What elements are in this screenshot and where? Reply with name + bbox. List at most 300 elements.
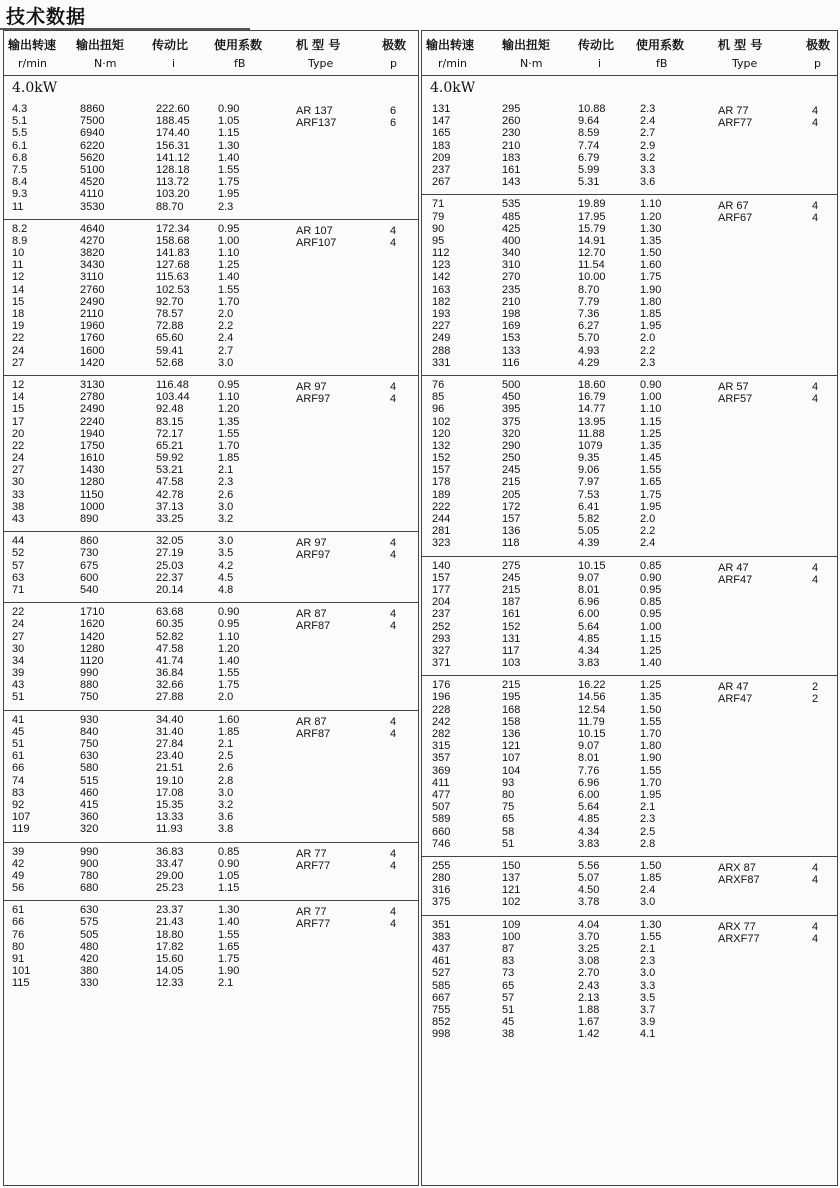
- speed-cell: 660: [432, 825, 451, 838]
- model-type: ARX 87: [718, 861, 756, 874]
- ratio-cell: 27.19: [156, 547, 184, 560]
- model-group: [4, 532, 418, 603]
- speed-cell: 163: [432, 283, 451, 296]
- speed-cell: 280: [432, 872, 451, 885]
- speed-cell: 19: [12, 320, 25, 333]
- torque-cell: 245: [502, 464, 521, 477]
- speed-cell: 293: [432, 632, 451, 645]
- ratio-cell: 222.60: [156, 103, 190, 115]
- torque-cell: 340: [502, 247, 521, 260]
- factor-cell: 0.85: [640, 596, 662, 609]
- speed-cell: 63: [12, 571, 25, 584]
- speed-cell: 147: [432, 115, 451, 128]
- torque-cell: 102: [502, 896, 521, 909]
- speed-cell: 66: [12, 916, 25, 929]
- speed-cell: 998: [432, 1028, 451, 1041]
- factor-cell: 1.40: [218, 654, 240, 667]
- ratio-cell: 172.34: [156, 222, 190, 235]
- model-group: [422, 557, 837, 677]
- model-type: AR 97: [296, 537, 327, 550]
- speed-cell: 52: [12, 547, 25, 560]
- model-type: AR 67: [718, 200, 749, 213]
- torque-cell: 169: [502, 320, 521, 333]
- ratio-cell: 4.04: [578, 918, 600, 931]
- table-row: [4, 846, 418, 858]
- factor-cell: 1.55: [640, 930, 662, 943]
- ratio-cell: 9.07: [578, 571, 600, 584]
- factor-cell: 1.95: [218, 188, 240, 201]
- ratio-cell: 17.95: [578, 210, 606, 223]
- ratio-cell: 9.07: [578, 740, 600, 753]
- table-row: [4, 115, 418, 127]
- torque-cell: 51: [502, 837, 515, 850]
- ratio-cell: 127.68: [156, 259, 190, 272]
- torque-cell: 6220: [80, 139, 105, 152]
- factor-cell: 0.85: [218, 845, 240, 858]
- right-table: [421, 30, 838, 1186]
- torque-cell: 168: [502, 703, 521, 716]
- torque-cell: 310: [502, 259, 521, 272]
- table-row: [422, 596, 837, 608]
- factor-cell: 2.7: [640, 127, 656, 140]
- speed-cell: 383: [432, 930, 451, 943]
- torque-cell: 136: [502, 525, 521, 538]
- table-row: [422, 716, 837, 728]
- speed-cell: 27: [12, 464, 25, 477]
- pole-count: 4: [390, 918, 397, 931]
- model-type: AR 47: [718, 681, 749, 694]
- factor-cell: 3.3: [640, 979, 656, 992]
- torque-cell: 215: [502, 583, 521, 596]
- torque-cell: 730: [80, 547, 99, 560]
- factor-cell: 2.0: [640, 513, 656, 525]
- factor-cell: 1.55: [218, 283, 240, 296]
- torque-cell: 136: [502, 728, 521, 740]
- speed-cell: 43: [12, 513, 25, 525]
- speed-cell: 15: [12, 295, 25, 308]
- ratio-cell: 116.48: [156, 378, 189, 391]
- speed-cell: 8.9: [12, 234, 28, 247]
- ratio-cell: 13.33: [156, 811, 184, 824]
- ratio-cell: 59.92: [156, 452, 184, 465]
- factor-cell: 2.0: [218, 691, 234, 704]
- torque-cell: 380: [80, 965, 99, 978]
- table-row: [422, 691, 837, 703]
- table-row: [4, 823, 418, 835]
- ratio-cell: 19.10: [156, 774, 184, 787]
- speed-cell: 242: [432, 715, 451, 728]
- header-poles: 极数: [382, 38, 407, 52]
- torque-cell: 4640: [80, 222, 105, 235]
- speed-cell: 96: [432, 403, 445, 416]
- factor-cell: 1.85: [218, 725, 240, 738]
- speed-cell: 14: [12, 283, 25, 296]
- table-row: [4, 223, 418, 235]
- factor-cell: 1.15: [218, 882, 240, 895]
- factor-cell: 1.05: [218, 869, 240, 882]
- torque-cell: 400: [502, 234, 521, 247]
- torque-cell: 4270: [80, 234, 105, 247]
- header-model: 机 型 号: [296, 38, 341, 52]
- factor-cell: 1.10: [218, 630, 240, 643]
- model-group: [4, 843, 418, 902]
- torque-cell: 80: [502, 788, 515, 801]
- speed-cell: 22: [12, 606, 25, 619]
- ratio-cell: 32.66: [156, 679, 184, 692]
- speed-cell: 30: [12, 476, 25, 489]
- torque-cell: 3110: [80, 271, 104, 284]
- factor-cell: 1.75: [218, 679, 240, 692]
- factor-cell: 1.10: [218, 247, 240, 260]
- speed-cell: 66: [12, 762, 25, 775]
- unit-torque: N·m: [520, 57, 543, 70]
- torque-cell: 75: [502, 801, 515, 814]
- table-row: [4, 201, 418, 213]
- torque-cell: 210: [502, 295, 521, 308]
- page-title: 技术数据: [6, 6, 87, 28]
- factor-cell: 1.95: [640, 320, 662, 333]
- table-row: [422, 931, 837, 943]
- torque-cell: 1620: [80, 618, 105, 631]
- torque-cell: 4520: [80, 176, 105, 189]
- table-row: [4, 320, 418, 332]
- speed-cell: 527: [432, 967, 451, 980]
- speed-cell: 227: [432, 320, 451, 333]
- ratio-cell: 5.05: [578, 525, 600, 538]
- factor-cell: 1.45: [640, 452, 662, 465]
- table-row: [4, 127, 418, 139]
- torque-cell: 215: [502, 476, 521, 489]
- speed-cell: 209: [432, 151, 451, 164]
- torque-cell: 198: [502, 308, 521, 320]
- torque-cell: 330: [80, 977, 99, 990]
- model-type: ARF77: [718, 117, 753, 129]
- speed-cell: 411: [432, 776, 450, 789]
- factor-cell: 1.25: [218, 259, 240, 272]
- ratio-cell: 14.77: [578, 403, 606, 416]
- table-row: [422, 476, 837, 488]
- table-row: [422, 777, 837, 789]
- torque-cell: 750: [80, 691, 99, 704]
- table-row: [422, 284, 837, 296]
- speed-cell: 39: [12, 667, 25, 680]
- ratio-cell: 65.21: [156, 439, 184, 452]
- ratio-cell: 5.56: [578, 859, 600, 872]
- torque-cell: 65: [502, 979, 515, 992]
- torque-cell: 260: [502, 115, 521, 128]
- factor-cell: 3.0: [218, 535, 234, 548]
- torque-cell: 103: [502, 657, 521, 670]
- factor-cell: 1.35: [640, 691, 662, 704]
- factor-cell: 2.3: [640, 813, 656, 826]
- table-row: [4, 667, 418, 679]
- header-factor: 使用系数: [636, 38, 685, 52]
- table-row: [422, 621, 837, 633]
- speed-cell: 6.8: [12, 151, 28, 164]
- table-row: [422, 164, 837, 176]
- torque-cell: 630: [80, 904, 99, 917]
- header-model: 机 型 号: [718, 38, 763, 52]
- table-row: [422, 152, 837, 164]
- factor-cell: 2.6: [218, 488, 234, 501]
- factor-cell: 1.55: [640, 764, 662, 777]
- ratio-cell: 63.68: [156, 606, 184, 619]
- factor-cell: 1.85: [640, 872, 662, 885]
- factor-cell: 1.55: [218, 427, 240, 440]
- speed-cell: 33: [12, 488, 25, 501]
- table-row: [4, 882, 418, 894]
- factor-cell: 3.6: [218, 811, 234, 824]
- table-row: [422, 537, 837, 549]
- speed-cell: 667: [432, 991, 451, 1004]
- ratio-cell: 103.44: [156, 391, 190, 404]
- speed-cell: 11: [12, 259, 24, 272]
- factor-cell: 1.50: [640, 247, 662, 260]
- factor-cell: 2.1: [640, 801, 656, 814]
- ratio-cell: 3.78: [578, 896, 600, 909]
- torque-cell: 575: [80, 916, 99, 929]
- pole-count: 4: [390, 608, 397, 621]
- table-row: [4, 332, 418, 344]
- table-row: [422, 657, 837, 669]
- ratio-cell: 14.05: [156, 965, 184, 978]
- torque-cell: 109: [502, 918, 521, 931]
- table-row: [4, 176, 418, 188]
- speed-cell: 120: [432, 427, 451, 440]
- speed-cell: 255: [432, 859, 451, 872]
- table-row: [422, 813, 837, 825]
- speed-cell: 222: [432, 500, 451, 513]
- table-row: [422, 884, 837, 896]
- speed-cell: 56: [12, 882, 25, 895]
- header-ratio: 传动比: [152, 38, 189, 52]
- speed-cell: 281: [432, 525, 451, 538]
- table-row: [422, 980, 837, 992]
- factor-cell: 1.80: [640, 295, 662, 308]
- ratio-cell: 23.40: [156, 750, 184, 763]
- ratio-cell: 12.33: [156, 977, 184, 990]
- speed-cell: 237: [432, 608, 451, 621]
- torque-cell: 580: [80, 762, 99, 775]
- factor-cell: 3.0: [218, 500, 234, 513]
- ratio-cell: 65.60: [156, 332, 184, 345]
- table-row: [422, 633, 837, 645]
- factor-cell: 1.30: [218, 139, 240, 152]
- ratio-cell: 4.50: [578, 884, 600, 897]
- speed-cell: 267: [432, 176, 451, 189]
- factor-cell: 0.95: [218, 618, 240, 631]
- table-row: [422, 752, 837, 764]
- ratio-cell: 59.41: [156, 344, 184, 357]
- ratio-cell: 156.31: [156, 139, 190, 152]
- factor-cell: 1.75: [640, 488, 662, 501]
- speed-cell: 8.2: [12, 222, 28, 235]
- factor-cell: 4.1: [640, 1028, 656, 1041]
- table-row: [422, 198, 837, 210]
- speed-cell: 61: [12, 750, 25, 763]
- table-row: [422, 271, 837, 283]
- speed-cell: 327: [432, 644, 451, 657]
- torque-cell: 485: [502, 210, 521, 223]
- ratio-cell: 6.96: [578, 776, 600, 789]
- table-row: [4, 440, 418, 452]
- speed-cell: 76: [12, 928, 25, 941]
- torque-cell: 360: [80, 811, 99, 824]
- table-row: [422, 525, 837, 537]
- speed-cell: 193: [432, 308, 451, 320]
- ratio-cell: 15.35: [156, 798, 184, 811]
- speed-cell: 288: [432, 344, 451, 357]
- speed-cell: 34: [12, 654, 25, 667]
- table-row: [422, 452, 837, 464]
- model-group: [4, 100, 418, 220]
- table-row: [422, 223, 837, 235]
- torque-cell: 275: [502, 559, 521, 572]
- torque-cell: 460: [80, 786, 99, 799]
- unit-speed: r/min: [18, 57, 47, 70]
- factor-cell: 1.55: [640, 715, 662, 728]
- model-type: ARXF87: [718, 873, 760, 886]
- table-row: [422, 1004, 837, 1016]
- ratio-cell: 5.64: [578, 620, 600, 633]
- table-row: [422, 572, 837, 584]
- torque-cell: 87: [502, 943, 515, 955]
- factor-cell: 0.90: [218, 103, 240, 115]
- factor-cell: 2.4: [640, 537, 656, 550]
- ratio-cell: 5.64: [578, 801, 600, 814]
- table-row: [422, 967, 837, 979]
- table-row: [422, 789, 837, 801]
- header-ratio: 传动比: [578, 38, 615, 52]
- model-group: [4, 220, 418, 376]
- torque-cell: 157: [502, 513, 521, 525]
- speed-cell: 102: [432, 415, 451, 428]
- speed-cell: 477: [432, 788, 451, 801]
- header-torque: 输出扭矩: [502, 38, 551, 52]
- table-row: [4, 631, 418, 643]
- torque-cell: 295: [502, 103, 521, 115]
- torque-cell: 990: [80, 845, 99, 858]
- ratio-cell: 52.68: [156, 356, 184, 369]
- table-row: [422, 391, 837, 403]
- model-type: ARF57: [718, 392, 753, 405]
- ratio-cell: 3.83: [578, 837, 600, 850]
- table-row: [4, 428, 418, 440]
- speed-cell: 18: [12, 308, 25, 320]
- ratio-cell: 15.60: [156, 953, 184, 965]
- torque-cell: 1710: [80, 606, 105, 619]
- model-group: [4, 603, 418, 711]
- speed-cell: 44: [12, 535, 25, 548]
- speed-cell: 237: [432, 163, 451, 176]
- ratio-cell: 11.79: [578, 715, 605, 728]
- model-type: AR 137: [296, 105, 333, 117]
- group-list: [4, 100, 418, 996]
- ratio-cell: 25.23: [156, 882, 184, 895]
- table-row: [422, 838, 837, 850]
- speed-cell: 204: [432, 596, 451, 609]
- torque-cell: 195: [502, 691, 521, 704]
- speed-cell: 178: [432, 476, 451, 489]
- ratio-cell: 12.54: [578, 703, 606, 716]
- speed-cell: 746: [432, 837, 451, 850]
- ratio-cell: 8.70: [578, 283, 600, 296]
- factor-cell: 1.20: [218, 642, 240, 655]
- speed-cell: 244: [432, 513, 451, 525]
- ratio-cell: 25.03: [156, 559, 184, 572]
- speed-cell: 83: [12, 786, 25, 799]
- table-row: [422, 296, 837, 308]
- table-row: [4, 606, 418, 618]
- ratio-cell: 83.15: [156, 415, 184, 428]
- factor-cell: 1.30: [640, 222, 662, 235]
- table-row: [422, 679, 837, 691]
- pole-count: 4: [812, 861, 819, 874]
- ratio-cell: 2.43: [578, 979, 600, 992]
- table-row: [4, 584, 418, 596]
- torque-cell: 104: [502, 764, 521, 777]
- factor-cell: 2.1: [640, 943, 656, 955]
- factor-cell: 2.9: [640, 139, 656, 152]
- ratio-cell: 5.31: [578, 176, 600, 189]
- factor-cell: 1.05: [218, 115, 240, 128]
- ratio-cell: 92.48: [156, 403, 184, 416]
- table-row: [4, 750, 418, 762]
- table-row: [4, 489, 418, 501]
- factor-cell: 1.55: [218, 928, 240, 941]
- header-speed: 输出转速: [8, 38, 57, 52]
- factor-cell: 1.10: [640, 198, 662, 211]
- table-row: [422, 115, 837, 127]
- factor-cell: 1.75: [218, 953, 240, 965]
- factor-cell: 1.75: [218, 176, 240, 189]
- torque-cell: 143: [502, 176, 521, 189]
- factor-cell: 1.70: [640, 776, 662, 789]
- torque-cell: 450: [502, 391, 521, 404]
- table-row: [422, 826, 837, 838]
- speed-cell: 92: [12, 798, 25, 811]
- factor-cell: 3.8: [218, 823, 234, 836]
- ratio-cell: 53.21: [156, 464, 184, 477]
- speed-cell: 755: [432, 1003, 451, 1016]
- table-row: [4, 858, 418, 870]
- ratio-cell: 8.59: [578, 127, 600, 140]
- ratio-cell: 11.54: [578, 259, 605, 272]
- torque-cell: 990: [80, 667, 99, 680]
- ratio-cell: 5.82: [578, 513, 600, 525]
- ratio-cell: 188.45: [156, 115, 190, 128]
- table-row: [4, 464, 418, 476]
- pole-count: 4: [812, 105, 819, 117]
- table-row: [4, 308, 418, 320]
- speed-cell: 357: [432, 752, 451, 765]
- factor-cell: 3.7: [640, 1003, 656, 1016]
- speed-cell: 15: [12, 403, 25, 416]
- factor-cell: 3.0: [218, 356, 234, 369]
- ratio-cell: 4.39: [578, 537, 600, 550]
- torque-cell: 116: [502, 356, 520, 369]
- torque-cell: 118: [502, 537, 520, 550]
- table-row: [422, 992, 837, 1004]
- ratio-cell: 3.83: [578, 657, 600, 670]
- factor-cell: 1.00: [218, 234, 240, 247]
- factor-cell: 1.30: [640, 918, 662, 931]
- table-row: [4, 714, 418, 726]
- ratio-cell: 17.82: [156, 940, 184, 953]
- ratio-cell: 6.00: [578, 788, 600, 801]
- speed-cell: 315: [432, 740, 451, 753]
- factor-cell: 3.0: [640, 967, 656, 980]
